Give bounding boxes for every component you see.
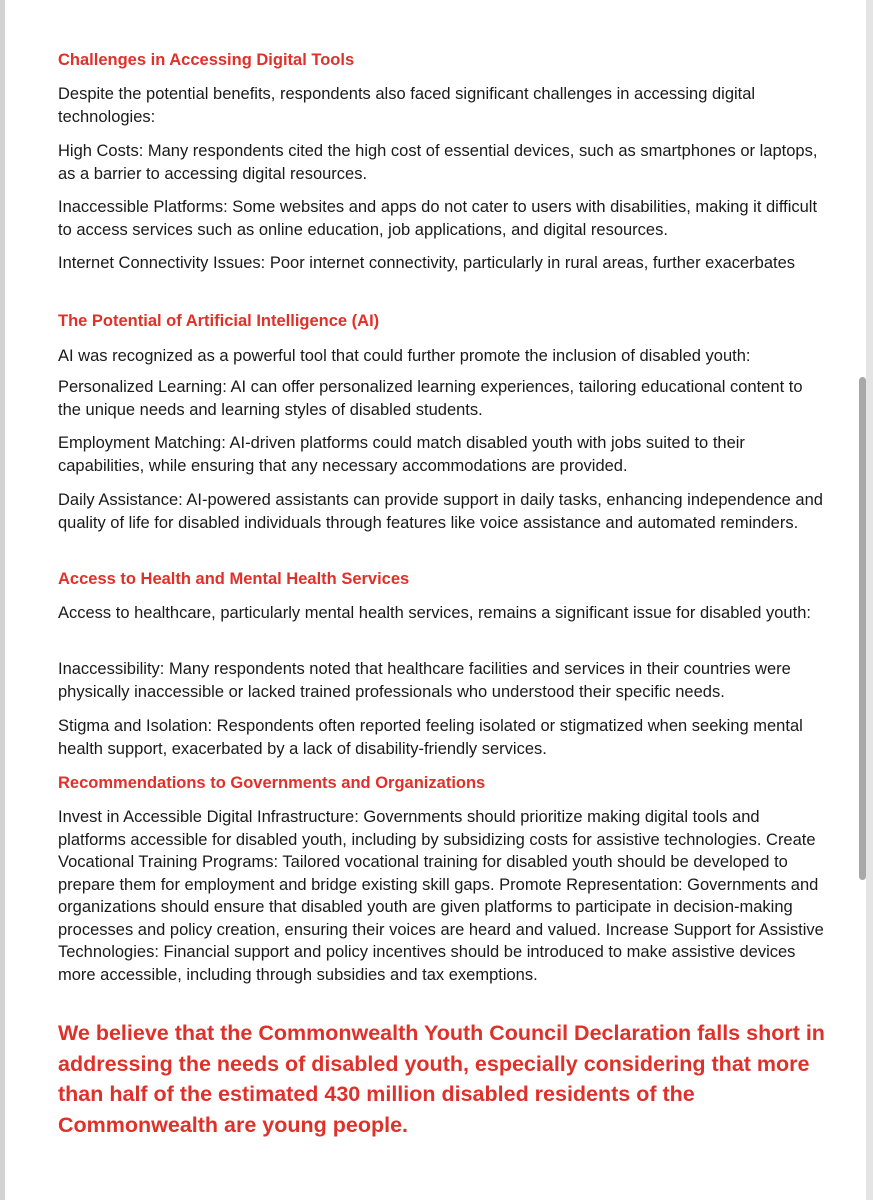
paragraph: High Costs: Many respondents cited the high cost of essential devices, such as smartphones or laptops, as a barrier to accessing digital resources. xyxy=(58,142,818,183)
section-heading: The Potential of Artificial Intelligence (AI) xyxy=(58,312,380,330)
paragraph: AI was recognized as a powerful tool that could further promote the inclusion of disabled youth: xyxy=(58,347,751,365)
paragraph: Stigma and Isolation: Respondents often reported feeling isolated or stigmatized when seeking mental health support, exacerbated by a lack of disability-friendly services. xyxy=(58,717,803,758)
paragraph: Personalized Learning: AI can offer personalized learning experiences, tailoring educational content to the unique needs and learning styles of disabled students. xyxy=(58,378,803,419)
paragraph: Daily Assistance: AI-powered assistants can provide support in daily tasks, enhancing independence and quality of life for disabled individuals through features like voice assistance and automated reminders. xyxy=(58,491,823,532)
section-heading: Challenges in Accessing Digital Tools xyxy=(58,51,355,69)
section-heading: Access to Health and Mental Health Services xyxy=(58,570,410,588)
scrollbar-thumb[interactable] xyxy=(859,377,866,880)
paragraph: Despite the potential benefits, respondents also faced significant challenges in accessing digital technologies: xyxy=(58,85,756,126)
paragraph: Employment Matching: AI-driven platforms could match disabled youth with jobs suited to their capabilities, while ensuring that any necessary accommodations are provided. xyxy=(58,434,745,475)
scrollbar-track[interactable] xyxy=(866,0,873,1200)
left-border xyxy=(0,0,5,1200)
section-heading: Recommendations to Governments and Organizations xyxy=(58,774,486,792)
paragraph: Internet Connectivity Issues: Poor internet connectivity, particularly in rural areas, further exacerbates xyxy=(58,254,796,272)
paragraph: Invest in Accessible Digital Infrastructure: Governments should prioritize making digital tools and platforms accessible for disabled youth, including by subsidizing costs for assistive technologies. Create Vocational Training Programs: Tailored vocational training for disabled youth should be developed to prepare them for employment and bridge existing skill gaps. Promote Representation: Governments and organizations should ensure that disabled youth are given platforms to participate in decision-making processes and policy creation, ensuring their voices are heard and valued. Increase Support for Assistive Technologies: Financial support and policy incentives should be introduced to make assistive devices more accessible, including through subsidies and tax exemptions. xyxy=(58,808,824,984)
paragraph: Inaccessibility: Many respondents noted that healthcare facilities and services in their countries were physically inaccessible or lacked trained professionals who understood their specific needs. xyxy=(58,660,791,701)
paragraph: Access to healthcare, particularly mental health services, remains a significant issue for disabled youth: xyxy=(58,604,811,622)
paragraph: Inaccessible Platforms: Some websites and apps do not cater to users with disabilities, making it difficult to access services such as online education, job applications, and digital resources. xyxy=(58,198,818,239)
conclusion-statement: We believe that the Commonwealth Youth Council Declaration falls short in addressing the needs of disabled youth, especially considering that more than half of the estimated 430 million disabled residents of the Commonwealth are young people. xyxy=(58,1021,825,1137)
